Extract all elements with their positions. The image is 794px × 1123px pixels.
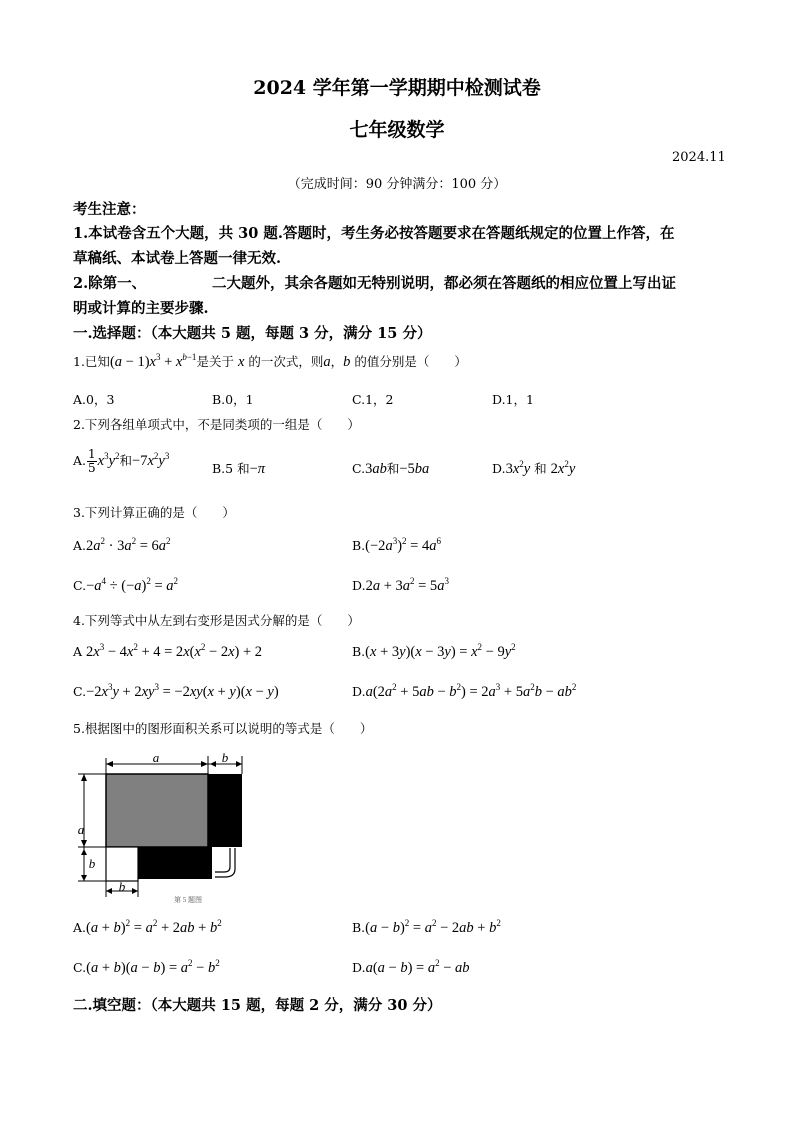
q3-option-c: $C.-a^4 \div (-a)^2 = a^2$ — [73, 576, 179, 594]
gray-square — [106, 774, 208, 847]
q5-option-a: $A.(a + b)^2 = a^2 + 2ab + b^2$ — [73, 918, 222, 936]
q3-option-d: $D.2a + 3a^2 = 5a^3$ — [352, 576, 449, 594]
label-a-top: a — [152, 750, 160, 765]
exam-subtitle: 七年级数学 — [349, 119, 445, 141]
q2-option-b: B.5 和−π — [212, 461, 266, 477]
notice-rule1-line2: 草稿纸、本试卷上答题一律无效. — [73, 250, 282, 267]
notice-heading: 考生注意： — [73, 201, 146, 218]
label-b-left: b — [88, 856, 96, 871]
q5-option-d: $D.a(a - b) = a^2$ − ab — [352, 958, 470, 976]
question-3-stem: 3.下列计算正确的是（ ） — [73, 505, 235, 520]
q1-option-c: C.1，2 — [352, 392, 394, 407]
question-1: 1.已知$(a - 1)x^3 + x^{b-1}$是关于 x 的一次式，则a，b 的值分别是（ ） — [73, 352, 467, 370]
q3-option-a: $A.2a^2 \cdot 3a^2 = 6a^2$ — [73, 536, 171, 554]
q4-option-a: A $2x^3 - 4x^2 + 4 = 2x(x^2 - 2x) + 2$ — [73, 642, 263, 660]
section2-heading: 二.填空题：（本大题共 15 题，每题 2 分，满分 30 分） — [73, 997, 442, 1014]
time-note: （完成时间：90 分钟满分：100 分） — [287, 177, 507, 192]
notice-rule2-line1b: 二大题外，其余各题如无特别说明，都必须在答题纸的相应位置上写出证 — [212, 275, 676, 292]
exam-date: 2024.11 — [672, 150, 726, 165]
q5-option-b: $B.(a - b)^2 = a^2 - 2ab + b^2$ — [352, 918, 501, 936]
q2-option-c: C.3ab和−5ba — [352, 461, 430, 477]
q1-option-a: A.0，3 — [73, 392, 115, 407]
notice-rule2-line2: 明或计算的主要步骤. — [73, 300, 209, 317]
q3-option-b: $B.(-2a^3)^2 = 4a^6$ — [352, 536, 441, 554]
white-small-square — [106, 847, 138, 881]
q4-option-b: $B.(x + 3y)(x - 3y) = x^2 - 9y^2$ — [352, 642, 516, 660]
label-b-bottom: b — [118, 879, 126, 894]
q1-option-d: D.1，1 — [492, 392, 534, 407]
q2-option-a: A. $\frac{1}{5}$ $x^3y^2$和$-7x^2y^3$ — [73, 447, 170, 475]
exam-title: 2024 学年第一学期期中检测试卷 — [253, 77, 541, 99]
q1-expression: $(a - 1)x^3 + x^{b-1}$ — [109, 352, 197, 370]
notice-rule1-line1: 1.本试卷含五个大题，共 30 题.答题时，考生务必按答题要求在答题纸规定的位置上作答，在 — [73, 225, 675, 242]
q4-option-c: $C.-2x^3y + 2xy^3 = -2xy(x + y)(x - y)$ — [73, 682, 279, 700]
black-bottom-rect — [138, 847, 212, 879]
notice-rule2-line1a: 2.除第一、 — [73, 275, 147, 292]
question-2-stem: 2.下列各组单项式中，不是同类项的一组是（ ） — [73, 417, 360, 432]
question-4-stem: 4.下列等式中从左到右变形是因式分解的是（ ） — [73, 613, 360, 628]
black-right-rect — [208, 774, 242, 847]
q2-option-d: $D.3x^2y$ 和 $2x^2y$ — [492, 459, 576, 477]
q4-option-d: $D.a(2a^2 + 5ab - b^2) = 2a^3 + 5a^2b - ab^2$ — [352, 682, 577, 700]
q5-option-c: $C.(a + b)(a - b) = a^2 - b^2$ — [73, 958, 220, 976]
label-b-top: b — [221, 750, 229, 765]
move-arrow — [215, 848, 230, 872]
q1-option-b: B.0，1 — [212, 392, 254, 407]
q5-figure — [70, 750, 260, 905]
section1-heading: 一.选择题：（本大题共 5 题，每题 3 分，满分 15 分） — [73, 325, 432, 342]
question-5-stem: 5.根据图中的图形面积关系可以说明的等式是（ ） — [73, 721, 373, 736]
label-a-left: a — [77, 822, 85, 837]
figure-caption: 第 5 题图 — [174, 896, 202, 904]
